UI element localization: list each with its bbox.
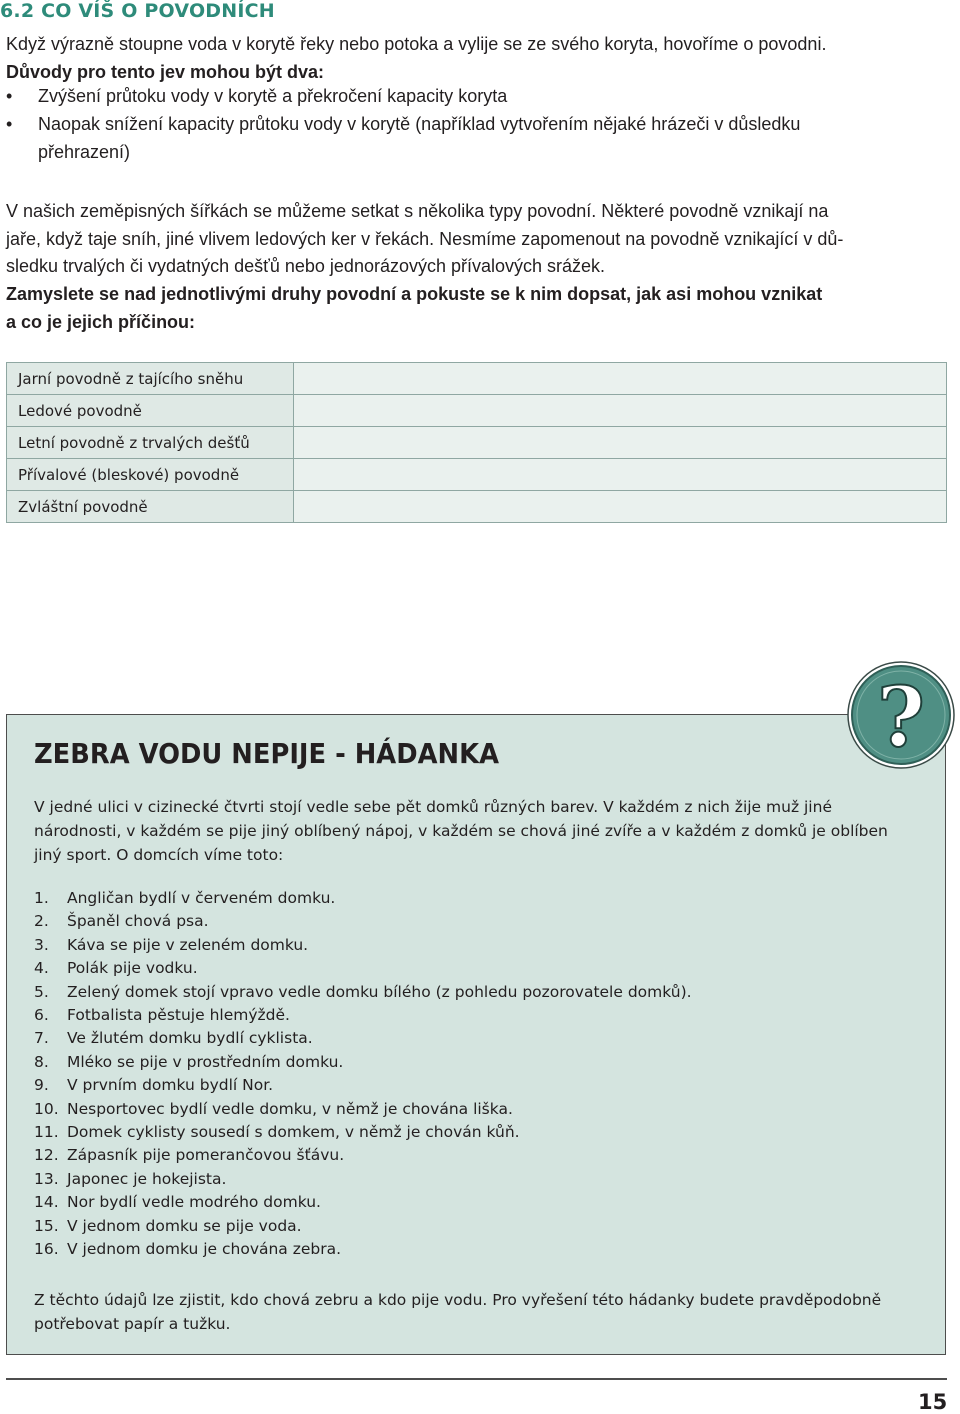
flood-types-table [6,362,947,523]
clue-item [34,959,198,977]
flood-type-label: Letní povodně z trvalých dešťů [7,427,294,459]
clue-item [34,936,308,954]
clue-number: 14. [34,1193,59,1212]
flood-type-label: Zvláštní povodně [7,491,294,523]
clue-item [34,1170,226,1188]
clue-item [34,1006,290,1024]
flood-answer-field[interactable] [294,427,947,459]
page-number: 15 [918,1390,948,1414]
clue-text: V jednom domku je chována zebra. [67,1240,342,1258]
clue-text: Polák pije vodku. [67,959,198,978]
riddle-outro-line: potřebovat papír a tužku. [34,1315,231,1333]
flood-answer-field[interactable] [294,491,947,523]
riddle-box [6,714,946,1355]
clue-text: Domek cyklisty sousedí s domkem, v němž je chován kůň. [67,1123,520,1141]
clue-number: 7. [34,1029,49,1048]
table-row [7,491,947,523]
clue-text: Španěl chová psa. [67,912,209,931]
clue-text: Japonec je hokejista. [67,1169,227,1188]
clue-number: 11. [34,1123,59,1141]
bullet-item-2-cont: přehrazení) [38,142,131,162]
riddle-title: ZEBRA VODU NEPIJE - HÁDANKA [34,737,500,770]
clue-item [34,912,209,930]
clue-text: Káva se pije v zeleném domku. [67,935,309,954]
clue-number: 6. [34,1006,49,1024]
clue-number: 12. [34,1146,59,1165]
clue-text: V prvním domku bydlí Nor. [67,1076,274,1095]
riddle-intro-line: V jedné ulici v cizinecké čtvrti stojí vedle sebe pět domků různých barev. V každém z nich žije muž jiné [34,798,832,816]
clue-number: 2. [34,912,49,931]
clue-number: 10. [34,1099,59,1118]
clue-text: Nor bydlí vedle modrého domku. [67,1193,321,1212]
flood-answer-field[interactable] [294,459,947,491]
badge-symbol: ? [876,670,926,766]
clue-text: Fotbalista pěstuje hlemýždě. [67,1006,290,1024]
clue-number: 13. [34,1169,59,1188]
paragraph-line-1: V našich zeměpisných šířkách se můžeme setkat s několika typy povodní. Některé povodně vznikají na [6,201,829,221]
clue-item [34,1053,343,1071]
riddle-intro-line: jiný sport. O domcích víme toto: [34,846,284,864]
flood-type-label: Ledové povodně [7,395,294,427]
clue-item [34,1076,273,1094]
clue-item [34,1193,321,1211]
bullet-dot: • [6,86,13,106]
intro-line-2: Důvody pro tento jev mohou být dva: [6,62,325,82]
clue-item [34,1240,341,1258]
clue-number: 1. [34,889,49,907]
clue-text: Angličan bydlí v červeném domku. [67,889,336,907]
clue-text: Mléko se pije v prostředním domku. [67,1052,344,1071]
paragraph-line-3: sledku trvalých či vydatných dešťů nebo jednorázových přívalových srážek. [6,256,606,276]
clue-text: V jednom domku se pije voda. [67,1216,302,1235]
bullet-item-2: Naopak snížení kapacity průtoku vody v korytě (například vytvořením nějaké hrázeči v důsledku [38,114,801,134]
table-row [7,363,947,395]
clue-item [34,1217,302,1235]
clue-item [34,1100,513,1118]
clue-number: 4. [34,959,49,978]
footer-divider [6,1378,947,1380]
clue-text: Zápasník pije pomerančovou šťávu. [67,1146,345,1165]
flood-type-label: Jarní povodně z tajícího sněhu [7,363,294,395]
paragraph-line-2: jaře, když taje sníh, jiné vlivem ledových ker v řekách. Nesmíme zapomenout na povodně vznikající v dů- [6,229,844,249]
bullet-item-1: Zvýšení průtoku vody v korytě a překročení kapacity koryta [38,86,508,106]
task-line-2: a co je jejich příčinou: [6,312,196,332]
clue-text: Ve žlutém domku bydlí cyklista. [67,1029,313,1048]
riddle-intro-line: národnosti, v každém se pije jiný oblíbený nápoj, v každém se chová jiné zvíře a v každém z domků je oblíben [34,822,888,840]
clue-text: Zelený domek stojí vpravo vedle domku bílého (z pohledu pozorovatele domků). [67,982,692,1001]
clue-number: 16. [34,1240,59,1258]
clue-item [34,889,335,907]
bullet-dot: • [6,114,13,134]
riddle-outro-line: Z těchto údajů lze zjistit, kdo chová zebru a kdo pije vodu. Pro vyřešení této hádanky budete pravděpodobně [34,1291,882,1309]
clue-item [34,983,692,1001]
section-heading: 6.2 CO VÍŠ O POVODNÍCH [0,0,275,22]
clue-text: Nesportovec bydlí vedle domku, v němž je chována liška. [67,1099,513,1118]
clue-number: 9. [34,1076,49,1095]
table-row [7,427,947,459]
clue-number: 5. [34,982,49,1001]
table-row [7,459,947,491]
clue-item [34,1146,344,1164]
flood-answer-field[interactable] [294,363,947,395]
table-row [7,395,947,427]
clue-number: 15. [34,1216,59,1235]
flood-type-label: Přívalové (bleskové) povodně [7,459,294,491]
intro-line-1: Když výrazně stoupne voda v korytě řeky nebo potoka a vylije se ze svého koryta, hovoříme o povodni. [6,34,827,54]
task-line-1: Zamyslete se nad jednotlivými druhy povodní a pokuste se k nim dopsat, jak asi mohou vznikat [6,284,823,304]
clue-item [34,1123,520,1141]
clue-number: 3. [34,935,49,954]
question-mark-icon [846,660,956,770]
clue-item [34,1029,313,1047]
clue-number: 8. [34,1052,49,1071]
flood-answer-field[interactable] [294,395,947,427]
